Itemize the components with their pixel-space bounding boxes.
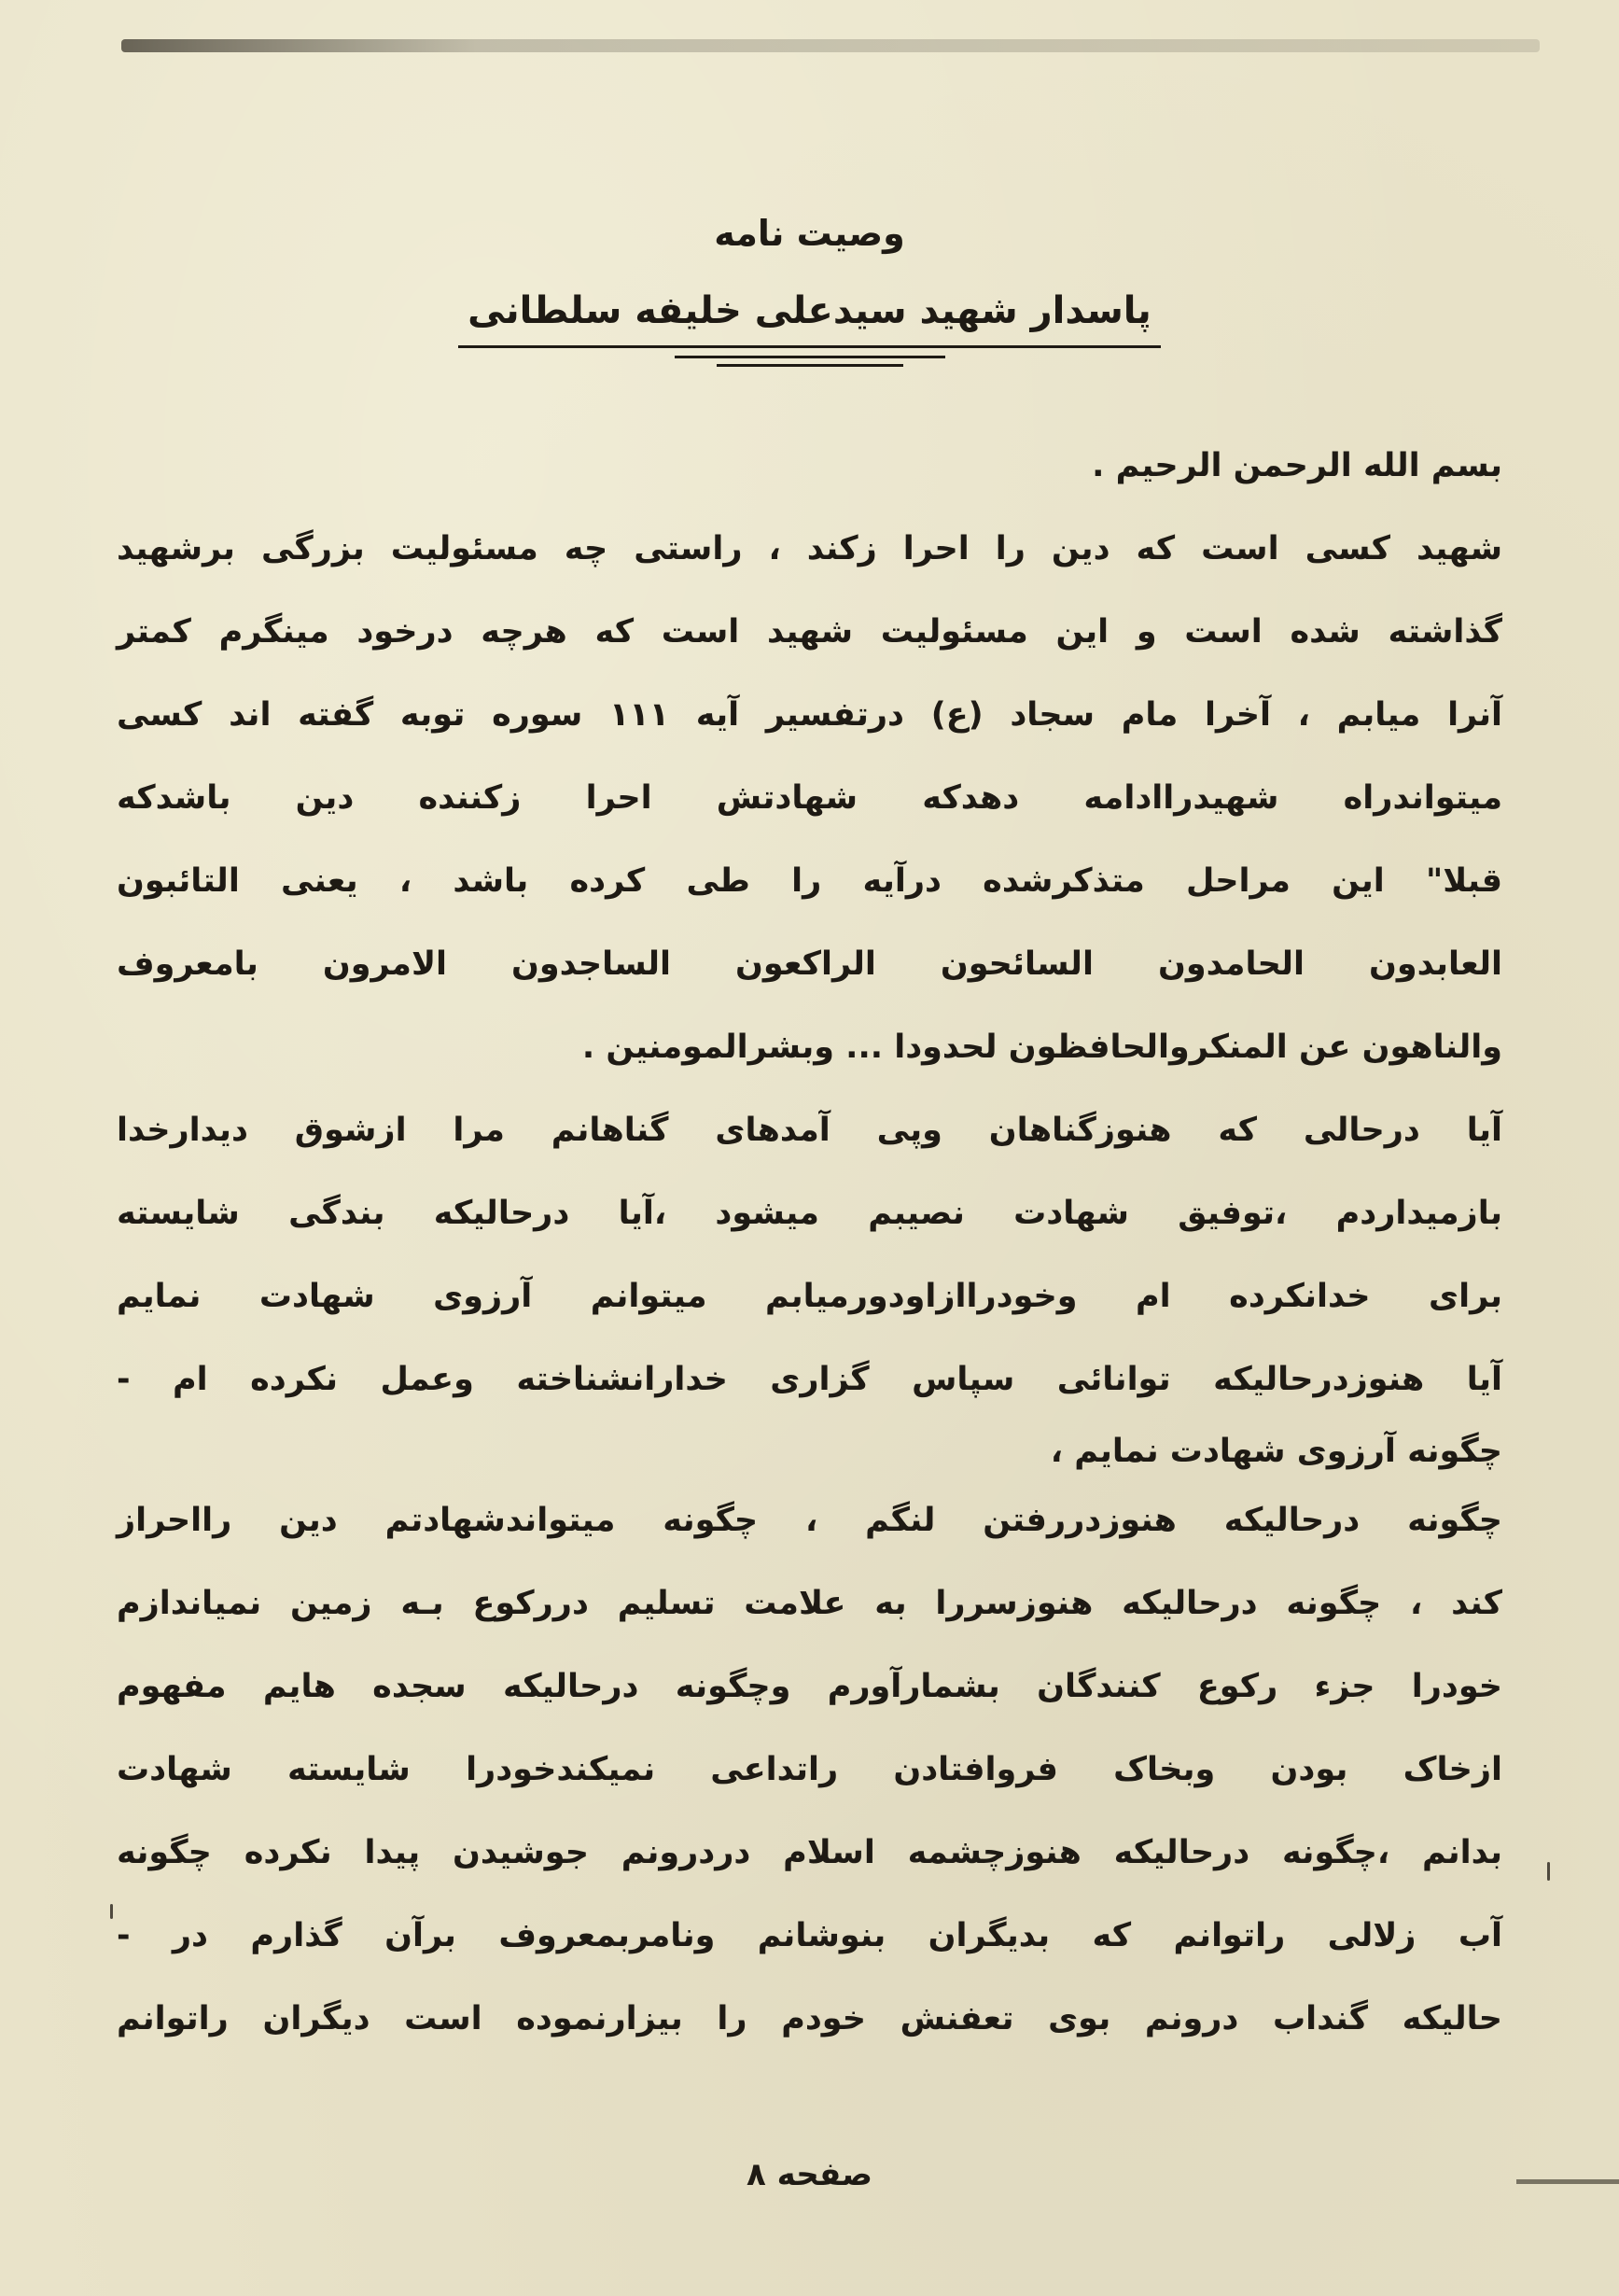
text-line: قبلا" این مراحل متذکرشده درآیه را طی کرده باشد ، یعنی التائبون bbox=[117, 862, 1502, 900]
text-line: آنرا میابم ، آخرا مام سجاد (ع) درتفسیر آیه ۱۱۱ سوره توبه گفته اند کسی bbox=[117, 696, 1502, 734]
text-line: بازمیداردم ،توفیق شهادت نصیبم میشود ،آیا درحالیکه بندگی شایسته bbox=[117, 1195, 1502, 1232]
title-underline bbox=[675, 356, 945, 358]
document-subtitle: پاسدار شهید سیدعلی خلیفه سلطانی bbox=[458, 282, 1161, 348]
text-line: العابدون الحامدون السائحون الراکعون الساجدون الامرون بامعروف bbox=[117, 945, 1502, 983]
text-line: کند ، چگونه درحالیکه هنوزسررا به علامت تسلیم درركوع بـه زمین نمیاندازم bbox=[117, 1585, 1502, 1622]
text-line: ازخاک بودن وبخاک فروافتادن راتداعی نمیکندخودرا شایسته شهادت bbox=[117, 1751, 1502, 1788]
text-line: بدانم ،چگونه درحالیکه هنوزچشمه اسلام دردرونم جوشیدن پیدا نکرده چگونه bbox=[117, 1834, 1502, 1871]
will-body-text bbox=[117, 425, 1502, 2061]
text-line: شهید کسی است که دین را احرا زکند ، راستی چه مسئولیت بزرگی برشهید bbox=[117, 530, 1502, 567]
text-line: والناهون عن المنکروالحافظون لحدودا ... وبشرالمومنین . bbox=[581, 1029, 1502, 1066]
text-line: چگونه آرزوی شهادت نمایم ، bbox=[1050, 1433, 1502, 1470]
scan-edge-shadow bbox=[121, 39, 1540, 52]
text-line: خودرا جزء رکوع کنندگان بشمارآورم وچگونه درحالیکه سجده هایم مفهوم bbox=[117, 1668, 1502, 1705]
text-line: آیا درحالی که هنوزگناهان وپی آمدهای گناهانم مرا ازشوق دیدارخدا bbox=[117, 1112, 1502, 1149]
page-number: صفحه ۸ bbox=[746, 2156, 873, 2193]
text-line: آیا هنوزدرحالیکه توانائی سپاس گزاری خدارانشناخته وعمل نکرده ام - bbox=[117, 1361, 1502, 1398]
text-line: حالیکه گنداب درونم بوی تعفنش خودم را بیزارنموده است دیگران راتوانم bbox=[117, 2000, 1502, 2037]
text-line: برای خدانکرده ام وخودراازاودورمیابم میتوانم آرزوی شهادت نمایم bbox=[117, 1278, 1502, 1315]
stray-ink-mark bbox=[110, 1904, 113, 1919]
title-underline-short bbox=[717, 364, 903, 367]
stray-ink-mark bbox=[1547, 1862, 1550, 1881]
text-line: آب زلالی راتوانم که بدیگران بنوشانم ونامربمعروف برآن گذارم در - bbox=[117, 1917, 1502, 1954]
text-line: میتواندراه شهیدراادامه دهدکه شهادتش احرا زکننده دین باشدکه bbox=[117, 779, 1502, 817]
document-title: وصیت نامه bbox=[714, 213, 905, 254]
title-block bbox=[0, 205, 1619, 367]
text-line: گذاشته شده است و این مسئولیت شهید است که هرچه درخود مینگرم کمتر bbox=[117, 613, 1502, 651]
text-line: چگونه درحالیکه هنوزدررفتن لنگم ، چگونه میتواندشهادتم دین رااحراز bbox=[117, 1502, 1502, 1539]
text-line-basmala: بسم الله الرحمن الرحیم . bbox=[1092, 447, 1502, 484]
